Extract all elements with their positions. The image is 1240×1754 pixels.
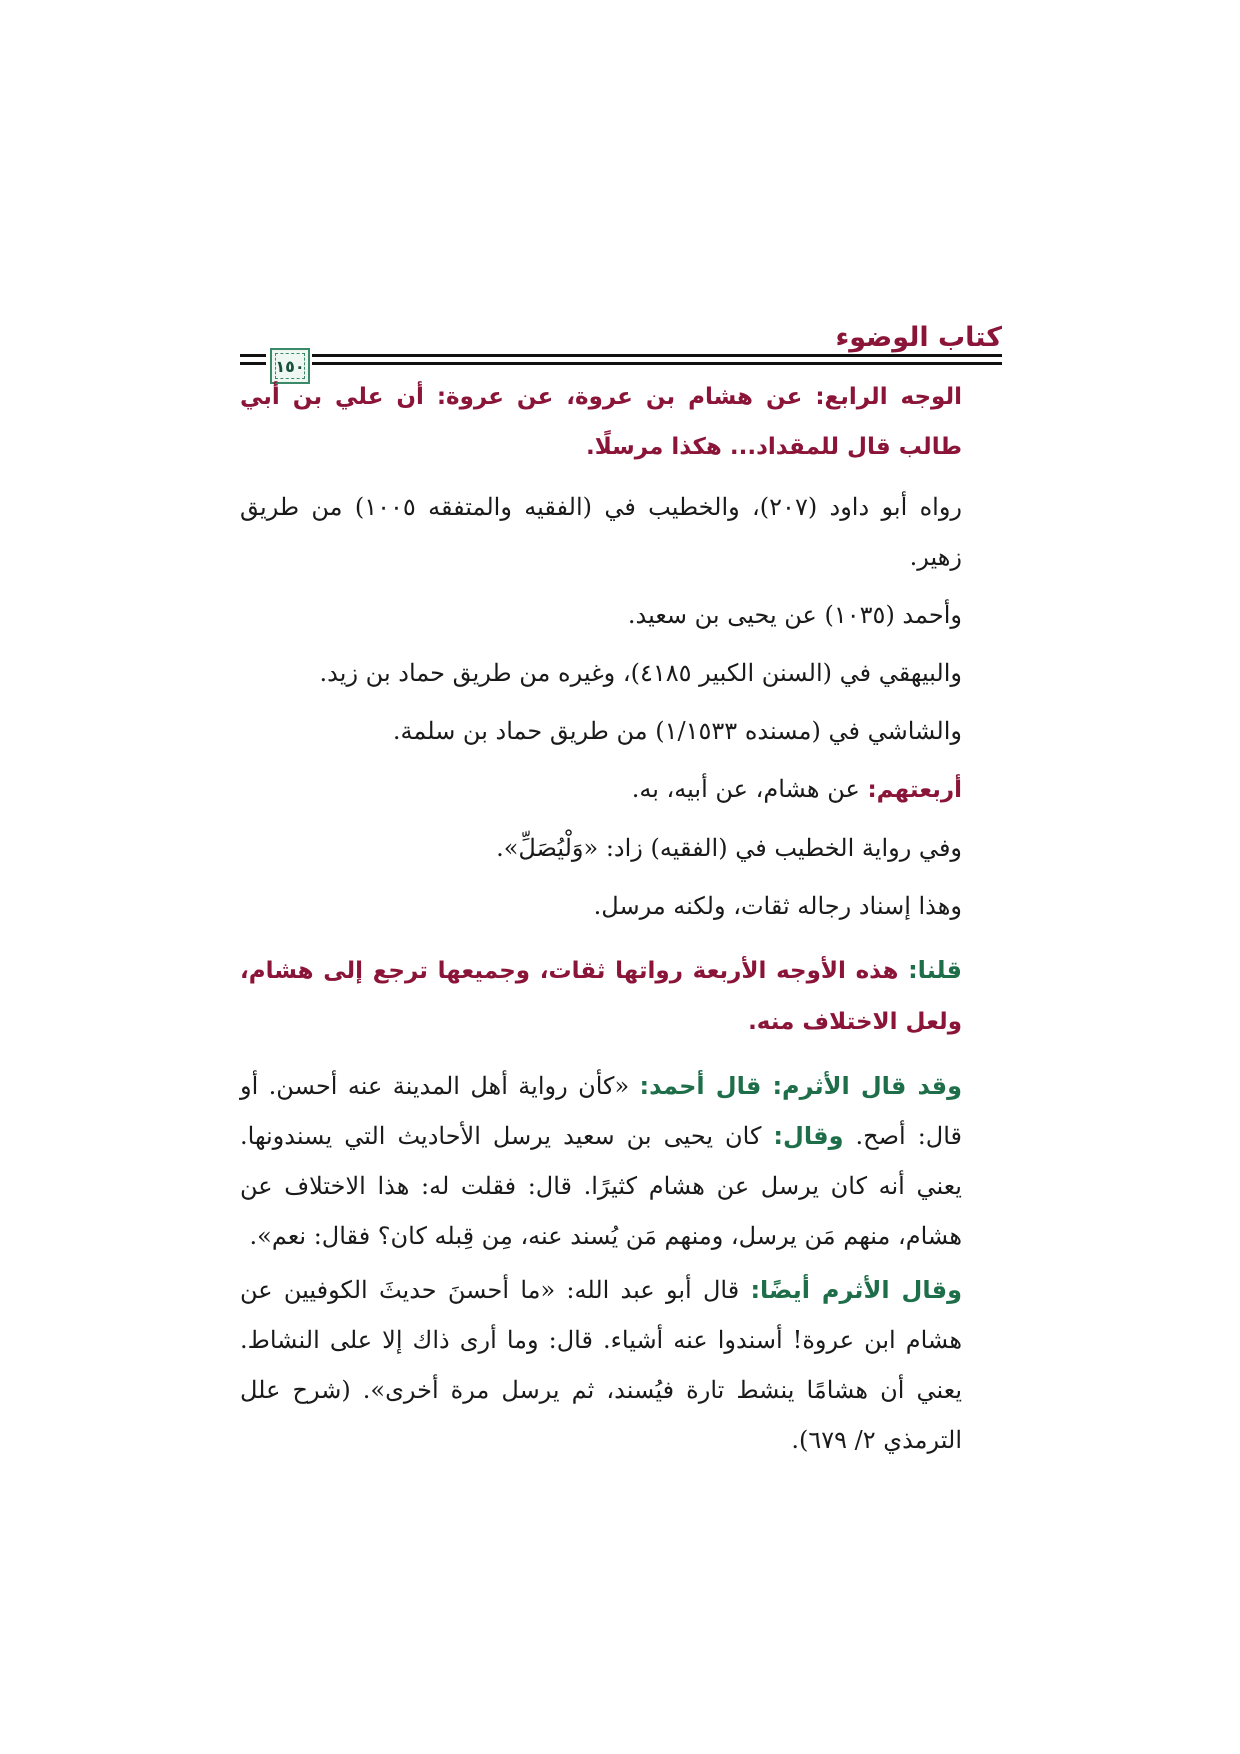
paragraph-athram-quote — [240, 1061, 1002, 1261]
paragraph-bayhaqi: والبيهقي في (السنن الكبير ٤١٨٥)، وغيره من طريق حماد بن زيد. — [319, 659, 962, 687]
qulna-text: هذه الأوجه الأربعة رواتها ثقات، وجميعها ترجع إلى هشام، ولعل الاختلاف منه. — [240, 958, 962, 1035]
qala-ahmad-label: قال أحمد: — [639, 1072, 773, 1100]
paragraph-rawahu: رواه أبو داود (٢٠٧)، والخطيب في (الفقيه والمتفقه ١٠٠٥) من طريق زهير. — [240, 493, 962, 571]
athram-label: وقال الأثرم أيضًا: — [750, 1276, 962, 1304]
paragraph-arbaatuhum — [240, 764, 1002, 815]
header-rule-short-bottom — [240, 362, 266, 365]
page-body — [240, 372, 1002, 1465]
waqad-text-1: «كأن رواية أهل المدينة عنه أحسن. أو قال: أصح. — [240, 1072, 962, 1150]
book-title: كتاب الوضوء — [835, 322, 1002, 353]
header-rule-bottom — [312, 362, 1002, 365]
arbaatuhum-text: عن هشام، عن أبيه، به. — [631, 775, 868, 803]
waqala-label: وقال: — [773, 1122, 844, 1150]
header-rule-top — [312, 354, 1002, 357]
section-heading: الوجه الرابع: عن هشام بن عروة، عن عروة: أن علي بن أبي طالب قال للمقداد... هكذا مرسلًا. — [240, 384, 962, 460]
header-rule-short-top — [240, 354, 266, 357]
arbaatuhum-label: أربعتهم: — [867, 777, 962, 803]
paragraph-ahmad: وأحمد (١٠٣٥) عن يحيى بن سعيد. — [627, 601, 962, 629]
paragraph-shashi: والشاشي في (مسنده ١/١٥٣٣) من طريق حماد بن سلمة. — [392, 717, 962, 745]
waqad-label: وقد قال الأثرم: — [772, 1072, 962, 1100]
waqad-text-2: كان يحيى بن سعيد يرسل الأحاديث التي يسندونها. يعني أنه كان يرسل عن هشام كثيرًا. قال: فقلت له: هذا الاختلاف عن هشام، منهم مَن يرسل، ومنهم مَن يُسند عنه، مِن قِبله كان؟ فقال: نعم». — [240, 1122, 962, 1250]
paragraph-qulna — [240, 945, 1002, 1047]
athram-text: قال أبو عبد الله: «ما أحسنَ حديثَ الكوفيين عن هشام ابن عروة! أسندوا عنه أشياء. قال: وما أرى ذاك إلا على النشاط. يعني أن هشامًا ينشط تارة فيُسند، ثم يرسل مرة أخرى». (شرح علل الترمذي ٢/ ٦٧٩). — [240, 1276, 963, 1454]
paragraph-isnad: وهذا إسناد رجاله ثقات، ولكنه مرسل. — [593, 892, 962, 920]
paragraph-athram-second — [240, 1265, 1002, 1465]
paragraph-riwaya: وفي رواية الخطيب في (الفقيه) زاد: «وَلْيُصَلِّ». — [496, 834, 962, 862]
qulna-label: قلنا: — [908, 956, 962, 984]
page-number: ١٥٠ — [275, 356, 305, 376]
